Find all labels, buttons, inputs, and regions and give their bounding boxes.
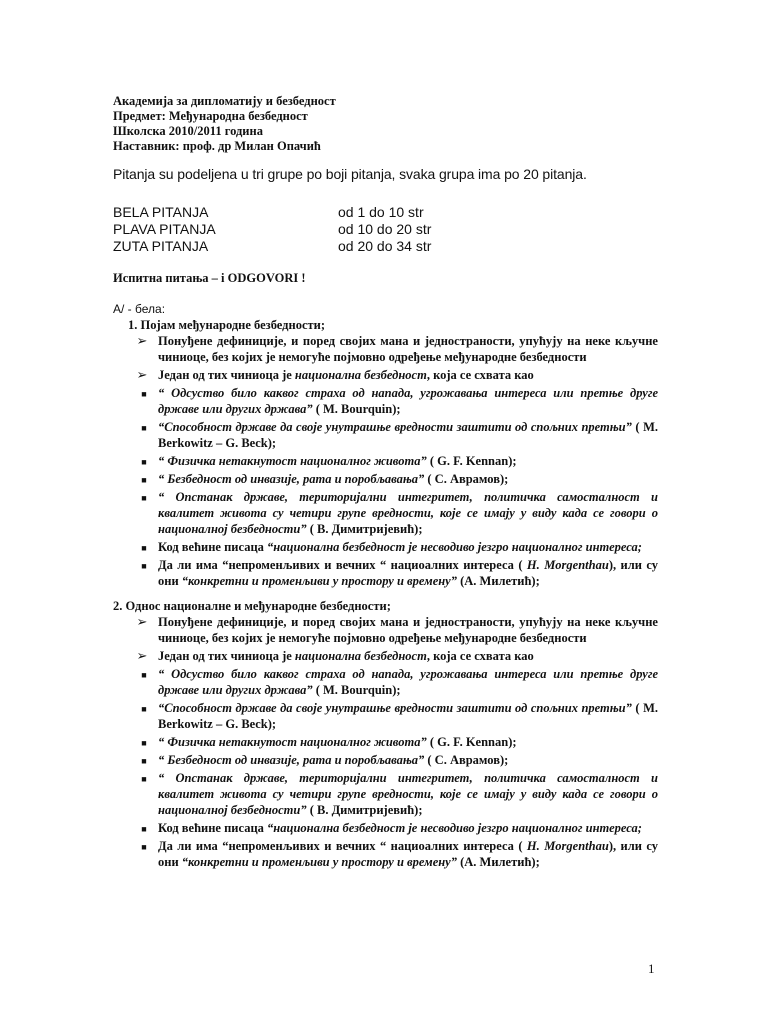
item-text: , која се схвата као <box>426 649 534 663</box>
list-item <box>113 453 658 469</box>
item-text: Један од тих чиниоца је <box>158 368 295 382</box>
item-source: ( В. Димитријевић); <box>306 522 423 536</box>
header-school-year: Школска 2010/2011 година <box>113 124 263 138</box>
item-text: Понуђене дефиниције, и поред својих мана и једностраности, упућују на неке кључне чиниоце, без којих је немогуће појмовно одређење међународне безбедности <box>158 334 658 364</box>
category-range: od 10 do 20 str <box>338 221 432 237</box>
item-quote: “ Безбедност од инвазије, рата и поробљавања” <box>158 472 425 486</box>
item-quote: “Способност државе да своје унутрашње вредности заштити од спољних претњи” <box>158 420 632 434</box>
item-quote: “ Одсуство било каквог страха од напада, угрожавања интереса или претње друге државе или других држава” <box>158 667 658 697</box>
arrow-bullet-icon: ➢ <box>136 333 148 348</box>
header-institution: Академија за дипломатију и безбедност <box>113 94 336 108</box>
item-quote: “Способност државе да своје унутрашње вредности заштити од спољних претњи” <box>158 701 632 715</box>
page-number: 1 <box>648 961 655 976</box>
list-item <box>113 752 658 768</box>
list-item <box>113 838 658 870</box>
item-text: ), или су они <box>158 558 658 588</box>
square-bullet-icon: ■ <box>141 842 147 852</box>
category-range: od 1 do 10 str <box>338 204 424 220</box>
item-source: ( G. F. Kennan); <box>426 454 517 468</box>
item-source: ( С. Аврамов); <box>424 472 509 486</box>
item-emphasis: H. Morgenthau <box>526 839 609 853</box>
item-quote: “конкретни и променљиви у простору и времену” <box>181 574 457 588</box>
item-quote: “конкретни и променљиви у простору и времену” <box>181 855 457 869</box>
question-heading: 1. Појам међународне безбедности; <box>128 318 325 332</box>
square-bullet-icon: ■ <box>141 670 147 680</box>
list-item <box>113 557 658 589</box>
list-item <box>113 419 658 451</box>
list-item <box>113 820 658 836</box>
list-item <box>113 471 658 487</box>
item-text: Код већине писаца <box>158 540 268 554</box>
item-quote: “ Опстанак државе, територијални интегритет, политичка самосталност и квалитет живота су четири групе вредности, које се имају у виду када се говори о националној безбедности” <box>158 490 658 536</box>
item-emphasis: H. Morgenthau <box>526 558 609 572</box>
list-item <box>113 614 658 646</box>
item-text: Један од тих чиниоца је <box>158 649 295 663</box>
category-name: BELA PITANJA <box>113 204 209 220</box>
question-heading: 2. Однос националне и међународне безбедности; <box>113 599 391 613</box>
item-quote: “ Одсуство било каквог страха од напада, угрожавања интереса или претње друге државе или других држава” <box>158 386 658 416</box>
arrow-bullet-icon: ➢ <box>136 614 148 629</box>
item-source: ( С. Аврамов); <box>424 753 509 767</box>
category-range: od 20 do 34 str <box>338 238 432 254</box>
item-source: ( M. Berkowitz – G. Beck); <box>158 701 658 731</box>
item-text: Понуђене дефиниције, и поред својих мана и једностраности, упућују на неке кључне чиниоце, без којих је немогуће појмовно одређење међународне безбедности <box>158 615 658 645</box>
header-teacher: Наставник: проф. др Милан Опачић <box>113 139 321 153</box>
item-quote: “ Безбедност од инвазије, рата и поробљавања” <box>158 753 425 767</box>
category-name: ZUTA PITANJA <box>113 238 209 254</box>
list-item <box>113 648 658 664</box>
square-bullet-icon: ■ <box>141 738 147 748</box>
item-text: Код већине писаца <box>158 821 268 835</box>
item-source: ( M. Bourquin); <box>312 402 401 416</box>
item-quote: “ Опстанак државе, територијални интегритет, политичка самосталност и квалитет живота су четири групе вредности, које се имају у виду када се говори о националној безбедности” <box>158 771 658 817</box>
item-quote: “национална безбедност је несводиво језгро националног интереса; <box>267 540 642 554</box>
list-item <box>113 367 658 383</box>
answer-list <box>113 333 658 589</box>
item-source: ( G. F. Kennan); <box>426 735 517 749</box>
square-bullet-icon: ■ <box>141 824 147 834</box>
list-item <box>113 539 658 555</box>
list-item <box>113 666 658 698</box>
square-bullet-icon: ■ <box>141 457 147 467</box>
header-subject: Предмет: Међународна безбедност <box>113 109 308 123</box>
square-bullet-icon: ■ <box>141 423 147 433</box>
arrow-bullet-icon: ➢ <box>136 648 148 663</box>
arrow-bullet-icon: ➢ <box>136 367 148 382</box>
section-label: A/ - бела: <box>113 302 166 316</box>
question-section-1 <box>113 317 658 591</box>
square-bullet-icon: ■ <box>141 543 147 553</box>
list-item <box>113 770 658 818</box>
item-text: , која се схвата као <box>426 368 534 382</box>
item-emphasis: национална безбедност <box>294 649 427 663</box>
document-header <box>113 94 336 154</box>
intro-text: Pitanja su podeljena u tri grupe po boji pitanja, svaka grupa ima po 20 pitanja. <box>113 166 587 182</box>
category-name: PLAVA PITANJA <box>113 221 216 237</box>
item-quote: “ Физичка нетакнутост националног живота” <box>158 735 427 749</box>
list-item <box>113 734 658 750</box>
square-bullet-icon: ■ <box>141 493 147 503</box>
square-bullet-icon: ■ <box>141 475 147 485</box>
list-item <box>113 489 658 537</box>
exam-title: Испитна питања – i ODGOVORI ! <box>113 271 306 285</box>
square-bullet-icon: ■ <box>141 756 147 766</box>
item-source: (А. Милетић); <box>456 855 540 869</box>
list-item <box>113 700 658 732</box>
item-quote: “национална безбедност је несводиво језгро националног интереса; <box>267 821 642 835</box>
item-source: ( M. Berkowitz – G. Beck); <box>158 420 658 450</box>
question-section-2 <box>113 598 658 872</box>
answer-list <box>113 614 658 870</box>
list-item <box>113 385 658 417</box>
item-emphasis: национална безбедност <box>294 368 427 382</box>
list-item <box>113 333 658 365</box>
square-bullet-icon: ■ <box>141 389 147 399</box>
item-quote: “ Физичка нетакнутост националног живота” <box>158 454 427 468</box>
square-bullet-icon: ■ <box>141 561 147 571</box>
item-text: ), или су они <box>158 839 658 869</box>
square-bullet-icon: ■ <box>141 704 147 714</box>
square-bullet-icon: ■ <box>141 774 147 784</box>
item-source: ( M. Bourquin); <box>312 683 401 697</box>
item-source: ( В. Димитријевић); <box>306 803 423 817</box>
item-source: (А. Милетић); <box>456 574 540 588</box>
item-text: Да ли има “непроменљивих и вечних “ нациоалних интереса ( <box>158 839 527 853</box>
item-text: Да ли има “непроменљивих и вечних “ нациоалних интереса ( <box>158 558 527 572</box>
